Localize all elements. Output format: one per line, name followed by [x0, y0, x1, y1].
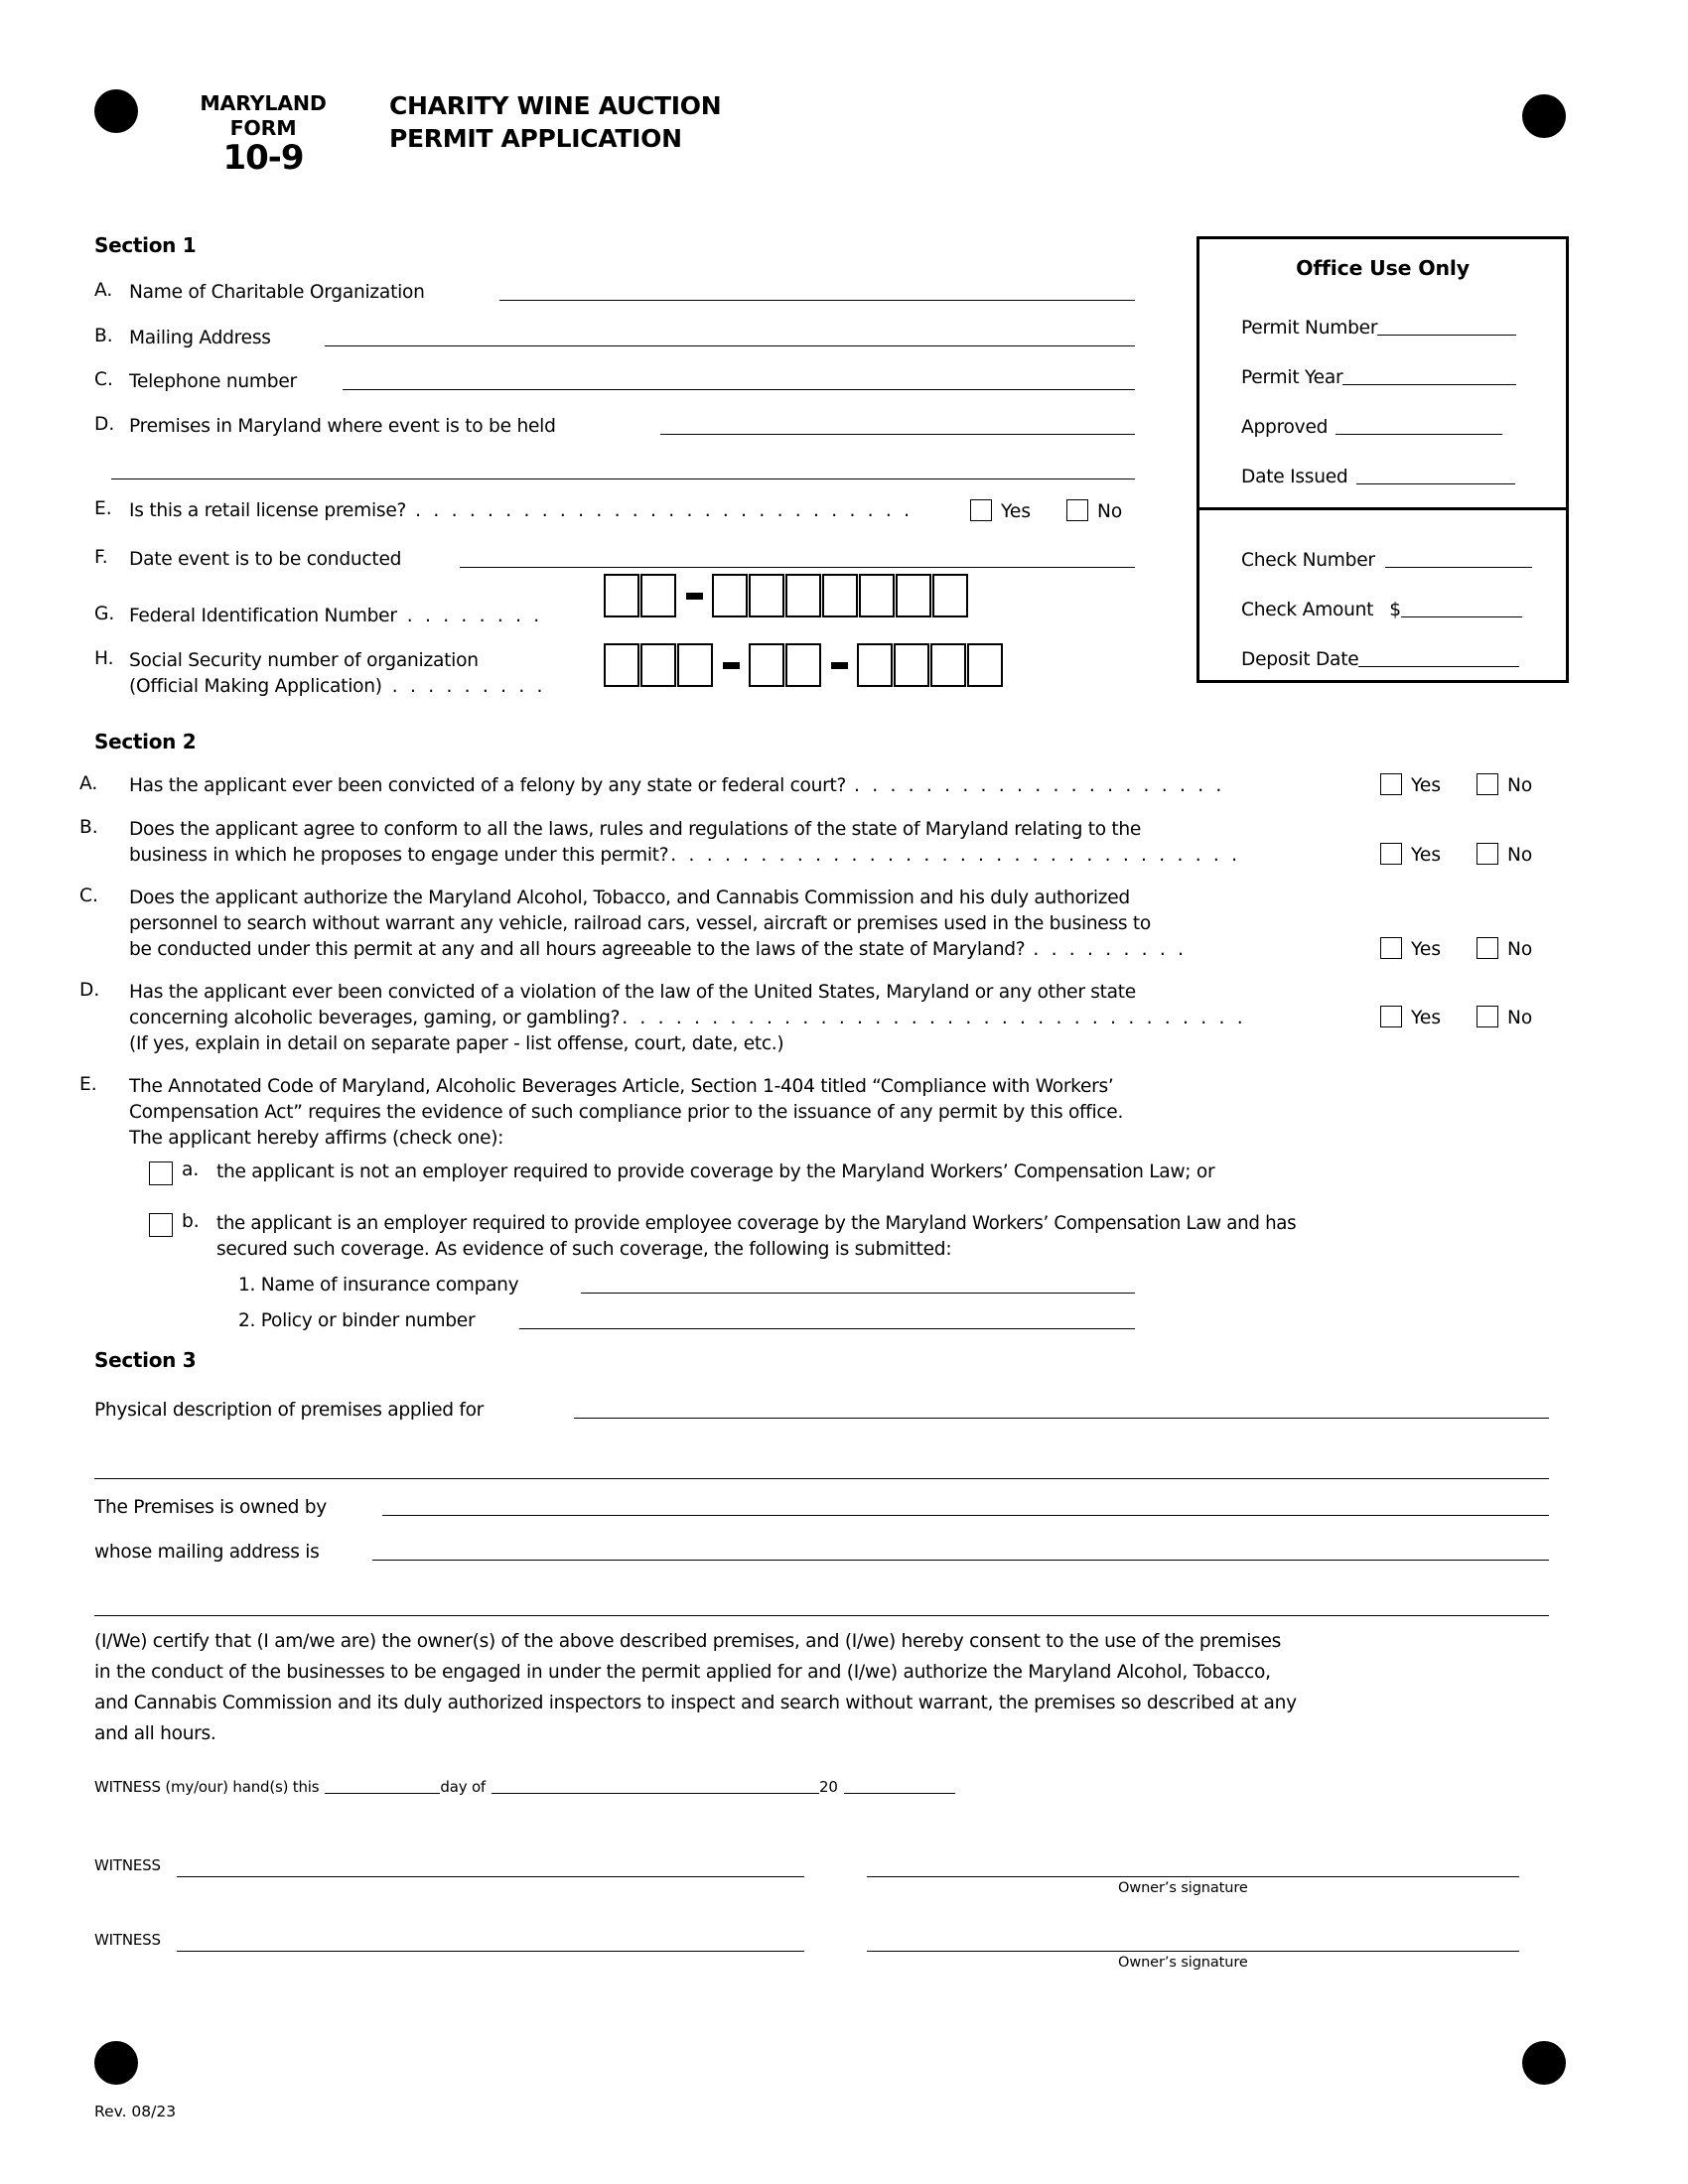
q2b-yes-label: Yes [1411, 845, 1442, 866]
workers-comp-option-a-text: the applicant is not an employer required to provide coverage by the Maryland Workers’ Compensation Law; or [216, 1161, 1215, 1182]
q2a-no-checkbox[interactable] [1477, 773, 1498, 795]
q2c-yes-no-group[interactable] [1380, 937, 1568, 960]
field-e-yes-checkbox[interactable] [970, 499, 992, 521]
check-amount-label: Check Amount [1241, 600, 1374, 620]
certification-line2: in the conduct of the businesses to be engaged in under the permit applied for and (I/we) authorize the Maryland Alcohol, Tobacco, [94, 1662, 1271, 1683]
fein-dash [686, 593, 703, 600]
workers-comp-option-b-letter: b. [182, 1211, 200, 1232]
witness-year-prefix: 20 [819, 1778, 838, 1796]
office-use-only-panel [1196, 236, 1569, 683]
ssn-dash-1 [723, 662, 740, 669]
agency-label-line1: MARYLAND [200, 91, 327, 115]
field-c-input[interactable] [343, 389, 1135, 390]
form-header [0, 77, 1688, 187]
fein-digit[interactable] [604, 574, 639, 617]
q2b-yes-checkbox[interactable] [1380, 843, 1402, 865]
deposit-date-label: Deposit Date [1241, 649, 1359, 670]
field-e-yes-label: Yes [1001, 501, 1032, 522]
witness-day-input[interactable] [325, 1775, 440, 1794]
q2d-yes-label: Yes [1411, 1008, 1442, 1028]
field-d-input-line2[interactable] [111, 478, 1135, 479]
field-c-label: Telephone number [129, 371, 297, 392]
fein-digit-boxes[interactable] [604, 574, 969, 617]
field-f-input[interactable] [460, 567, 1135, 568]
field-a-input[interactable] [499, 300, 1135, 301]
approved-input[interactable] [1336, 416, 1502, 435]
field-a-label: Name of Charitable Organization [129, 282, 425, 303]
fein-digit[interactable] [822, 574, 858, 617]
witness-date-line[interactable] [94, 1775, 955, 1796]
q2d-yes-no-group[interactable] [1380, 1006, 1568, 1028]
field-f-letter: F. [94, 547, 108, 568]
field-d-letter: D. [94, 414, 115, 435]
owner-signature-caption-1: Owner’s signature [1118, 1880, 1248, 1896]
date-issued-input[interactable] [1356, 466, 1515, 484]
q2c-text-line1: Does the applicant authorize the Maryland Alcohol, Tobacco, and Cannabis Commission and his duly authorized [129, 887, 1130, 908]
owned-by-input[interactable] [382, 1515, 1549, 1516]
ssn-digit[interactable] [640, 643, 676, 687]
field-e-no-checkbox[interactable] [1066, 499, 1088, 521]
q2a-no-label: No [1507, 775, 1533, 796]
workers-comp-option-a-letter: a. [182, 1160, 200, 1180]
policy-number-label: 2. Policy or binder number [238, 1310, 476, 1331]
agency-form-label [149, 91, 377, 141]
field-h-letter: H. [94, 648, 114, 669]
permit-year-field[interactable] [1241, 366, 1516, 388]
owner-signature-caption-2: Owner’s signature [1118, 1955, 1248, 1971]
witness-day-of-label: day of [440, 1778, 487, 1796]
owner-mailing-address-input-line1[interactable] [372, 1560, 1549, 1561]
certification-line4: and all hours. [94, 1723, 216, 1744]
field-g-letter: G. [94, 604, 115, 624]
date-issued-label: Date Issued [1241, 467, 1348, 487]
field-e-label [129, 498, 913, 524]
ssn-digit[interactable] [677, 643, 713, 687]
check-amount-field[interactable] [1241, 599, 1522, 620]
q2b-text-line1: Does the applicant agree to conform to all the laws, rules and regulations of the state of Maryland relating to the [129, 819, 1142, 840]
form-title-line2: PERMIT APPLICATION [389, 124, 682, 153]
field-e-no-label: No [1097, 501, 1123, 522]
q2e-text-line2: Compensation Act” requires the evidence of such compliance prior to the issuance of any permit by this office. [129, 1102, 1124, 1123]
insurance-company-label: 1. Name of insurance company [238, 1275, 519, 1296]
q2b-letter: B. [79, 817, 98, 838]
owner-signature-input-1[interactable] [867, 1876, 1519, 1877]
q2b-no-checkbox[interactable] [1477, 843, 1498, 865]
fein-digit[interactable] [932, 574, 968, 617]
office-panel-divider [1199, 507, 1566, 510]
field-g-label [129, 604, 542, 629]
field-a-letter: A. [94, 280, 113, 301]
policy-number-input[interactable] [519, 1328, 1135, 1329]
check-number-label: Check Number [1241, 550, 1375, 571]
witness-signature-input-1[interactable] [177, 1876, 804, 1877]
q2c-no-checkbox[interactable] [1477, 937, 1498, 959]
q2e-text-line1: The Annotated Code of Maryland, Alcoholic Beverages Article, Section 1-404 titled “Compliance with Workers’ [129, 1076, 1114, 1097]
q2a-leader: . . . . . . . . . . . . . . . . . . . . . [854, 775, 1225, 796]
q2c-yes-checkbox[interactable] [1380, 937, 1402, 959]
date-issued-field[interactable] [1241, 466, 1515, 487]
witness-label-2: WITNESS [94, 1931, 161, 1949]
workers-comp-option-b-text-line1: the applicant is an employer required to provide employee coverage by the Maryland Workers’ Compensation Law and has [216, 1213, 1297, 1234]
deposit-date-input[interactable] [1358, 648, 1519, 667]
q2d-no-checkbox[interactable] [1477, 1006, 1498, 1027]
witness-year-input[interactable] [844, 1775, 955, 1794]
field-g-question: Federal Identification Number [129, 606, 397, 626]
fein-digit[interactable] [640, 574, 676, 617]
witness-month-input[interactable] [492, 1775, 819, 1794]
ssn-digit[interactable] [749, 643, 784, 687]
owner-mailing-address-input-line2[interactable] [94, 1615, 1549, 1616]
field-e-leader: . . . . . . . . . . . . . . . . . . . . . . . . . . . . [415, 500, 914, 521]
field-e-letter: E. [94, 498, 112, 519]
q2b-text-line2 [129, 843, 1240, 870]
workers-comp-option-a-checkbox[interactable] [149, 1161, 173, 1185]
q2c-yes-label: Yes [1411, 939, 1442, 960]
workers-comp-option-b-checkbox[interactable] [149, 1213, 173, 1237]
field-h-leader: . . . . . . . . . [391, 676, 546, 697]
registration-dot-bottom-left [94, 2041, 138, 2085]
form-title [389, 89, 721, 155]
registration-dot-bottom-right [1522, 2041, 1566, 2085]
field-d-input-line1[interactable] [660, 434, 1135, 435]
ssn-digit[interactable] [894, 643, 929, 687]
field-b-letter: B. [94, 326, 113, 346]
q2b-no-label: No [1507, 845, 1533, 866]
q2d-yes-checkbox[interactable] [1380, 1006, 1402, 1027]
permit-year-input[interactable] [1342, 366, 1516, 385]
field-c-letter: C. [94, 369, 113, 390]
owned-by-label: The Premises is owned by [94, 1497, 327, 1518]
permit-number-input[interactable] [1377, 317, 1516, 336]
form-number: 10-9 [222, 138, 304, 178]
q2d-question: concerning alcoholic beverages, gaming, or gambling? [129, 1008, 621, 1028]
approved-label: Approved [1241, 417, 1329, 438]
fein-digit[interactable] [785, 574, 821, 617]
field-g-leader: . . . . . . . . [406, 606, 543, 626]
field-h-label-line1: Social Security number of organization [129, 650, 479, 671]
q2b-yes-no-group[interactable] [1380, 843, 1568, 866]
witness-label-1: WITNESS [94, 1856, 161, 1874]
fein-digit[interactable] [712, 574, 748, 617]
field-f-label: Date event is to be conducted [129, 549, 402, 570]
q2d-text-line3: (If yes, explain in detail on separate paper - list offense, court, date, etc.) [129, 1033, 784, 1054]
q2b-leader: . . . . . . . . . . . . . . . . . . . . . . . . . . . . . . . . [670, 845, 1241, 866]
section-1-heading: Section 1 [94, 233, 197, 257]
ssn-digit[interactable] [604, 643, 639, 687]
field-b-label: Mailing Address [129, 328, 271, 348]
q2d-no-label: No [1507, 1008, 1533, 1028]
field-b-input[interactable] [325, 345, 1135, 346]
q2d-letter: D. [79, 980, 100, 1001]
approved-field[interactable] [1241, 416, 1502, 438]
q2c-text-line2: personnel to search without warrant any vehicle, railroad cars, vessel, aircraft or premises used in the business to [129, 913, 1151, 934]
insurance-company-input[interactable] [581, 1293, 1135, 1294]
certification-paragraph [94, 1626, 1297, 1749]
field-h-label-line2 [129, 674, 546, 700]
certification-line1: (I/We) certify that (I am/we are) the owner(s) of the above described premises, and (I/we) hereby consent to the use of the premises [94, 1631, 1282, 1652]
field-e-question: Is this a retail license premise? [129, 500, 407, 521]
section-3-heading: Section 3 [94, 1348, 197, 1372]
ssn-digit[interactable] [857, 643, 893, 687]
ssn-digit[interactable] [930, 643, 966, 687]
q2a-text [129, 773, 1225, 800]
q2a-question: Has the applicant ever been convicted of a felony by any state or federal court? [129, 775, 847, 796]
q2b-question: business in which he proposes to engage under this permit? [129, 845, 669, 866]
q2c-leader: . . . . . . . . . [1033, 939, 1188, 960]
form-title-line1: CHARITY WINE AUCTION [389, 91, 722, 120]
field-d-label: Premises in Maryland where event is to be held [129, 416, 556, 437]
witness-hand-prefix: WITNESS (my/our) hand(s) this [94, 1778, 320, 1796]
office-use-title: Office Use Only [1296, 256, 1470, 280]
physical-description-input-line1[interactable] [574, 1418, 1549, 1419]
q2c-no-label: No [1507, 939, 1533, 960]
q2e-letter: E. [79, 1074, 97, 1095]
fein-digit[interactable] [896, 574, 931, 617]
q2a-yes-no-group[interactable] [1380, 773, 1568, 796]
physical-description-label: Physical description of premises applied for [94, 1400, 485, 1421]
section-2-heading: Section 2 [94, 730, 197, 753]
q2c-text-line3 [129, 937, 1187, 964]
field-e-yes-no-group[interactable] [970, 499, 1158, 522]
certification-line3: and Cannabis Commission and its duly authorized inspectors to inspect and search without warrant, the premises so described at any [94, 1693, 1297, 1713]
fein-digit[interactable] [859, 574, 895, 617]
fein-digit[interactable] [749, 574, 784, 617]
ssn-dash-2 [831, 662, 848, 669]
permit-number-label: Permit Number [1241, 318, 1378, 339]
q2e-text-line3: The applicant hereby affirms (check one): [129, 1128, 504, 1149]
check-number-input[interactable] [1385, 549, 1532, 568]
ssn-digit-boxes[interactable] [604, 643, 1004, 687]
q2d-text-line1: Has the applicant ever been convicted of a violation of the law of the United States, Maryland or any other state [129, 982, 1136, 1003]
agency-label-line2: FORM [229, 116, 297, 140]
q2a-yes-checkbox[interactable] [1380, 773, 1402, 795]
q2d-leader: . . . . . . . . . . . . . . . . . . . . . . . . . . . . . . . . . . . [622, 1008, 1246, 1028]
physical-description-input-line2[interactable] [94, 1478, 1549, 1479]
q2c-question: be conducted under this permit at any and all hours agreeable to the laws of the state of Maryland? [129, 939, 1026, 960]
deposit-date-field[interactable] [1241, 648, 1519, 670]
currency-symbol: $ [1389, 600, 1401, 620]
q2a-yes-label: Yes [1411, 775, 1442, 796]
ssn-digit[interactable] [785, 643, 821, 687]
check-number-field[interactable] [1241, 549, 1532, 571]
q2a-letter: A. [79, 773, 98, 794]
permit-number-field[interactable] [1241, 317, 1516, 339]
permit-year-label: Permit Year [1241, 367, 1343, 388]
ssn-digit[interactable] [967, 643, 1003, 687]
check-amount-input[interactable] [1401, 599, 1522, 617]
revision-label: Rev. 08/23 [94, 2103, 177, 2120]
workers-comp-option-b-text-line2: secured such coverage. As evidence of such coverage, the following is submitted: [216, 1239, 952, 1260]
owner-signature-input-2[interactable] [867, 1951, 1519, 1952]
owner-mailing-address-label: whose mailing address is [94, 1542, 320, 1563]
q2d-text-line2 [129, 1006, 1246, 1032]
q2c-letter: C. [79, 886, 98, 906]
field-h-sublabel: (Official Making Application) [129, 676, 382, 697]
witness-signature-input-2[interactable] [177, 1951, 804, 1952]
